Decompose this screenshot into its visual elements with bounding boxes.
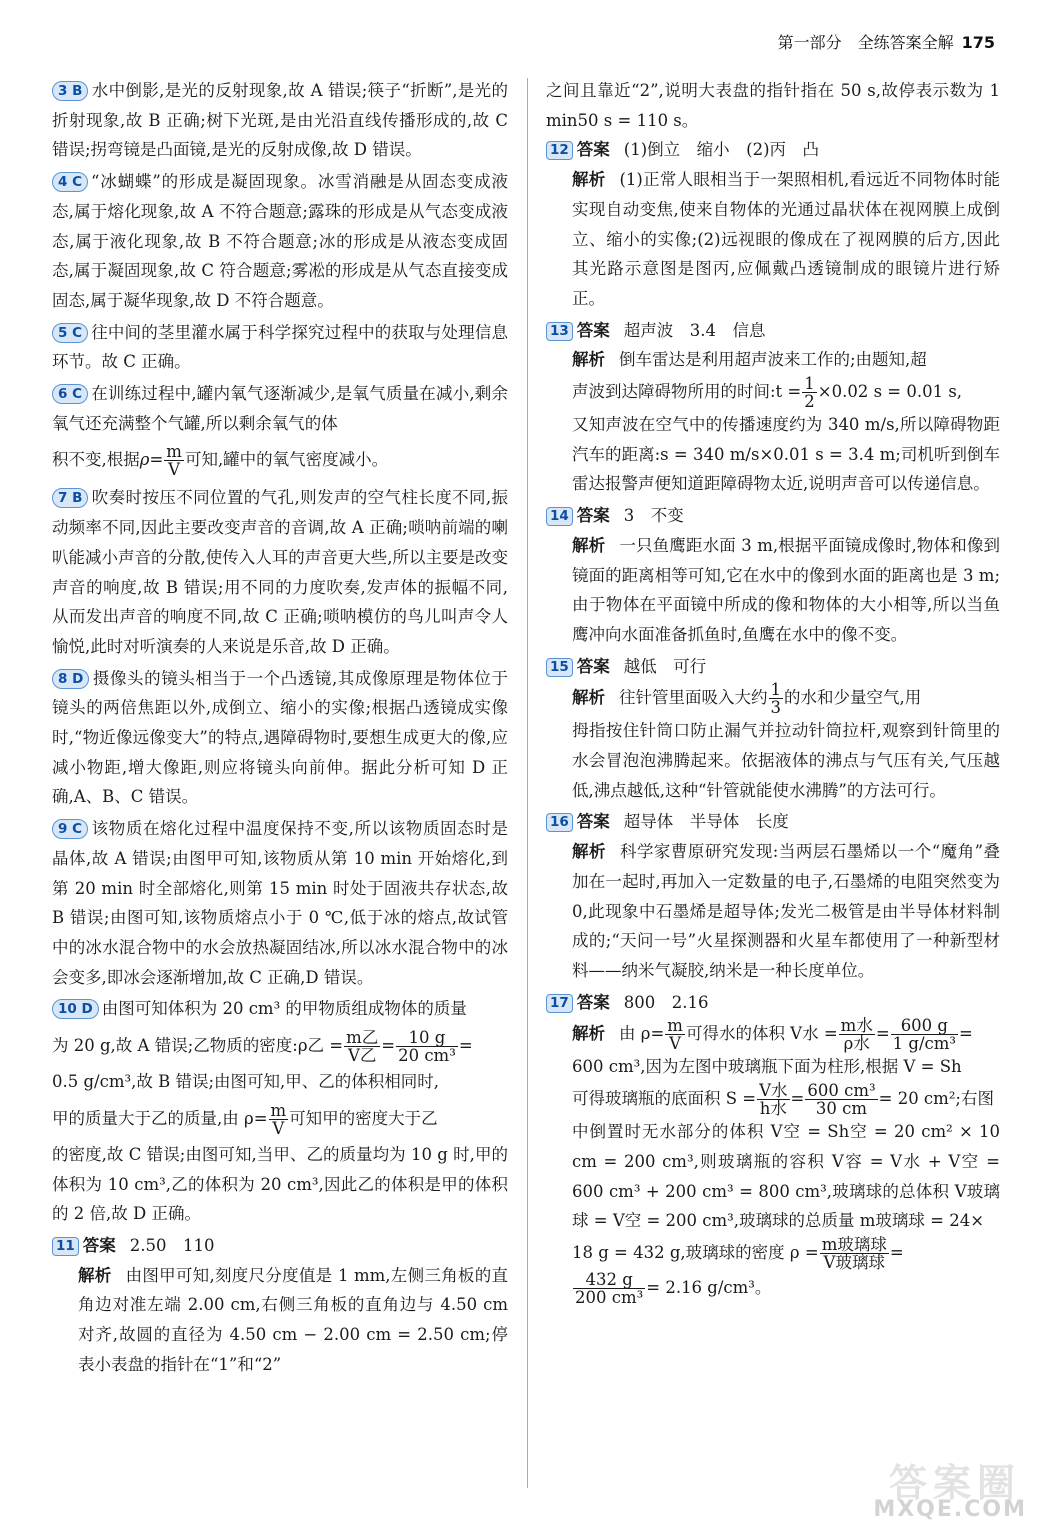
formula-row: [546, 375, 1000, 410]
analysis-label: 解析: [572, 688, 605, 708]
answer-label: 答案: [82, 1235, 116, 1255]
fraction: [573, 1271, 645, 1306]
analysis-label: 解析: [572, 535, 606, 555]
text-span: 18 g = 432 g,玻璃球的密度 ρ =: [572, 1242, 819, 1262]
fraction: [164, 443, 184, 478]
analysis-text: 中倒置时无水部分的体积 V空 = Sh空 = 20 cm² × 10 cm = 200 cm³,则玻璃瓶的容积 V容 = V水 + V空 = 600 cm³ + 200 cm³ = 800 cm³,玻璃球的总体积 V玻璃球 = V空 = 200 cm³,玻璃球的总质量 m玻璃球 = 24×: [572, 1122, 1000, 1231]
fraction: [805, 1082, 877, 1117]
answer-text: 在训练过程中,罐内氧气逐渐减少,是氧气质量在减小,剩余氧气还充满整个气罐,所以剩余氧气的体: [52, 384, 508, 433]
section-title: 第一部分 全练答案全解: [777, 33, 954, 52]
text-span: =: [889, 1242, 904, 1262]
text-span: 可得水的体积 V水 =: [685, 1024, 838, 1044]
denominator: 2: [804, 392, 815, 412]
left-column: [52, 76, 508, 1381]
answer-value: (1)倒立 缩小 (2)丙 凸: [623, 140, 820, 160]
answer-label: 答案: [576, 320, 610, 340]
text-line: 的密度,故 C 错误;由图可知,当甲、乙的质量均为 10 g 时,甲的体积为 10 cm³,乙的体积为 20 cm³,因此乙的体积是甲的体积的 2 倍,故 D 正确。: [52, 1144, 508, 1224]
numerator: 432 g: [573, 1271, 645, 1289]
answer-badge: 10 D: [52, 999, 99, 1019]
text-span: 可知,罐中的氧气密度减小。: [184, 450, 389, 470]
numerator: m水: [840, 1016, 873, 1036]
question-number: 17: [546, 994, 573, 1013]
site-watermark: [849, 1452, 1027, 1522]
numerator: 600 cm³: [807, 1081, 876, 1101]
question-13: [546, 316, 1000, 500]
numerator: m: [667, 1016, 683, 1036]
question-number: 16: [546, 813, 573, 832]
question-number: 11: [52, 1237, 79, 1256]
denominator: V乙: [347, 1046, 377, 1066]
answer-value: 超声波 3.4 信息: [623, 320, 766, 340]
answer-text: 该物质在熔化过程中温度保持不变,所以该物质固态时是晶体,故 A 错误;由图甲可知,该物质从第 10 min 开始熔化,到第 20 min 时全部熔化,则第 15 min 时处于固液共存状态,故 B 错误;由图可知,该物质熔点小于 0 ℃,低于冰的熔点,故试管中的冰水混合物中的水会放热凝固结冰,所以冰水混合物中的冰会变多,即冰会逐渐增加,故 C 正确,D 错误。: [52, 819, 508, 987]
fraction: [396, 1029, 458, 1064]
answer-value: 越低 可行: [623, 656, 707, 676]
text-span: 由图可知体积为 20 cm³ 的甲物质组成物体的质量: [101, 999, 467, 1019]
fraction: [891, 1017, 958, 1052]
answer-item-7: [52, 483, 508, 661]
answer-text: 往中间的茎里灌水属于科学探究过程中的获取与处理信息环节。故 C 正确。: [52, 322, 508, 372]
text-span: 声波到达障碍物所用的时间:t =: [572, 382, 802, 402]
fraction: [269, 1102, 289, 1137]
denominator: V: [168, 460, 181, 480]
formula-row: [546, 1236, 1000, 1271]
denominator: 30 cm: [815, 1099, 868, 1119]
denominator: 200 cm³: [575, 1287, 644, 1307]
text-line: 0.5 g/cm³,故 B 错误;由图可知,甲、乙的体积相同时,: [52, 1072, 440, 1092]
formula-row: [52, 438, 508, 481]
fraction: [820, 1236, 889, 1271]
numerator: m: [270, 1100, 287, 1120]
answer-label: 答案: [576, 812, 610, 832]
question-14: [546, 501, 1000, 650]
answer-value: 超导体 半导体 长度: [623, 812, 789, 832]
answer-value: 800 2.16: [623, 992, 709, 1012]
numerator: 10 g: [396, 1029, 458, 1047]
question-12: [546, 135, 1000, 313]
fraction: [802, 375, 817, 410]
question-15: [546, 652, 1000, 806]
fraction: [757, 1082, 789, 1117]
denominator: 3: [770, 698, 781, 718]
analysis-text: 倒车雷达是利用超声波来工作的;由题知,超: [619, 350, 927, 370]
text-span: 为 20 g,故 A 错误;乙物质的密度:ρ乙 =: [52, 1036, 344, 1056]
numerator: V水: [759, 1081, 788, 1101]
answer-text: 摄像头的镜头相当于一个凸透镜,其成像原理是物体位于镜头的两倍焦距以外,成倒立、缩小的实像;根据凸透镜成实像时,“物近像远像变大”的特点,遇障碍物时,要想生成更大的像,应减小物距,增大像距,则应将镜头向前伸。据此分析可知 D 正确,A、B、C 错误。: [52, 668, 508, 807]
fraction: [769, 681, 784, 716]
formula-row: [52, 1024, 508, 1067]
watermark-url: MXQE.COM: [873, 1497, 1027, 1522]
answer-badge: 4 C: [52, 172, 88, 192]
rho-symbol: ρ=: [139, 450, 164, 470]
analysis-text: 又知声波在空气中的传播速度约为 340 m/s,所以障碍物距汽车的距离:s = 340 m/s×0.01 s = 3.4 m;司机听到倒车雷达报警声便知道距障碍物太近,说明声音可以传递信息。: [572, 415, 1000, 494]
formula-row: [546, 681, 1000, 716]
analysis-label: 解析: [572, 842, 606, 862]
text-span: =: [959, 1024, 973, 1044]
formula-row: [52, 1097, 508, 1140]
text-span: = 2.16 g/cm³。: [646, 1277, 772, 1297]
denominator: 20 cm³: [398, 1046, 456, 1066]
numerator: 600 g: [891, 1017, 958, 1035]
right-column: [546, 76, 1000, 1308]
answer-label: 答案: [576, 992, 610, 1012]
text-span: 甲的质量大于乙的质量,由 ρ=: [52, 1108, 268, 1128]
answer-text: 水中倒影,是光的反射现象,故 A 错误;筷子“折断”,是光的折射现象,故 B 正确;树下光斑,是由光沿直线传播形成的,故 C 错误;拐弯镜是凸面镜,是光的反射成像,故 D 错误。: [52, 81, 508, 160]
denominator: h水: [759, 1099, 787, 1119]
answer-text: 吹奏时按压不同位置的气孔,则发声的空气柱长度不同,振动频率不同,因此主要改变声音的音调,故 A 正确;唢呐前端的喇叭能减小声音的分散,使传入人耳的声音更大些,所以主要是改变声音的响度,故 B 错误;用不同的力度吹奏,发声体的振幅不同,从而发出声音的响度不同,故 C 正确;唢呐模仿的鸟儿叫声令人愉悦,此时对听演奏的人来说是乐音,故 D 正确。: [52, 488, 508, 656]
answer-label: 答案: [576, 656, 610, 676]
text-span: 可知甲的密度大于乙: [289, 1108, 438, 1128]
answer-item-5: [52, 318, 508, 377]
analysis-label: 解析: [572, 350, 605, 370]
denominator: ρ水: [843, 1034, 870, 1054]
fraction: [344, 1029, 380, 1064]
text-span: =: [458, 1036, 473, 1056]
numerator: 1: [770, 680, 781, 700]
numerator: m: [166, 442, 182, 462]
answer-label: 答案: [576, 140, 610, 160]
fraction: [665, 1017, 685, 1052]
question-16: [546, 807, 1000, 985]
answer-badge: 6 C: [52, 384, 88, 404]
answer-badge: 8 D: [52, 669, 89, 689]
text-span: 可得玻璃瓶的底面积 S =: [572, 1089, 757, 1109]
answer-item-3: [52, 76, 508, 165]
numerator: m玻璃球: [821, 1234, 887, 1254]
answer-badge: 9 C: [52, 819, 88, 839]
formula-row: [546, 1017, 1000, 1052]
q11-continued: 之间且靠近“2”,说明大表盘的指针指在 50 s,故停表示数为 1 min50 s = 110 s。: [546, 81, 1000, 130]
numerator: m乙: [346, 1028, 379, 1048]
answer-badge: 7 B: [52, 488, 88, 508]
text-span: 往针管里面吸入大约: [619, 688, 768, 708]
denominator: V: [669, 1034, 682, 1054]
question-number: 13: [546, 322, 573, 341]
analysis-text: 由图甲可知,刻度尺分度值是 1 mm,左侧三角板的直角边对准左端 2.00 cm,右侧三角板的直角边与 4.50 cm 对齐,故圆的直径为 4.50 cm − 2.00 cm = 2.50 cm;停表小表盘的指针在“1”和“2”: [78, 1265, 508, 1374]
answer-badge: 3 B: [52, 81, 88, 101]
page-number: 175: [961, 33, 995, 52]
text-span: 积不变,根据: [52, 450, 140, 470]
analysis-text: 一只鱼鹰距水面 3 m,根据平面镜成像时,物体和像到镜面的距离相等可知,它在水中的像到水面的距离也是 3 m;由于物体在平面镜中所成的像和物体的大小相等,所以当鱼鹰冲向水面准备抓鱼时,鱼鹰在水中的像不变。: [572, 535, 1001, 644]
answer-value: 2.50 110: [129, 1235, 215, 1255]
text-span: 的水和少量空气,用: [784, 688, 922, 708]
answer-text: “冰蝴蝶”的形成是凝固现象。冰雪消融是从固态变成液态,属于熔化现象,故 A 不符合题意;露珠的形成是从气态变成液态,属于液化现象,故 B 不符合题意;冰的形成是从液态变成固态,属于凝固现象,故 C 符合题意;雾凇的形成是从气态直接变成固态,属于凝华现象,故 D 不符合题意。: [52, 172, 508, 310]
analysis-label: 解析: [572, 170, 606, 190]
text-span: =: [381, 1036, 396, 1056]
denominator: V: [272, 1118, 285, 1138]
answer-item-9: [52, 814, 508, 992]
answer-label: 答案: [576, 506, 610, 526]
numerator: 1: [804, 374, 815, 394]
text-span: 由 ρ=: [619, 1024, 665, 1044]
analysis-text: 科学家曹原研究发现:当两层石墨烯以一个“魔角”叠加在一起时,再加入一定数量的电子,石墨烯的电阻突然变为 0,此现象中石墨烯是超导体;发光二极管是由半导体材料制成的;“天问一号”火星探测器和火星车都使用了一种新型材料——纳米气凝胶,纳米是一种长度单位。: [572, 842, 1000, 980]
fraction: [839, 1017, 875, 1052]
formula-row: [546, 1082, 1000, 1117]
answer-item-8: [52, 664, 508, 813]
question-11: [52, 1231, 508, 1380]
answer-item-10: [52, 994, 508, 1229]
text-span: = 20 cm²;右图: [878, 1089, 994, 1109]
text-span: =: [790, 1089, 805, 1109]
text-span: =: [875, 1024, 890, 1044]
analysis-text: 600 cm³,因为左图中玻璃瓶下面为柱形,根据 V = Sh: [572, 1057, 962, 1077]
watermark-logo: 答案圈: [888, 1461, 1021, 1505]
analysis-text: 拇指按住针筒口防止漏气并拉动针筒拉杆,观察到针筒里的水会冒泡泡沸腾起来。依据液体的沸点与气压有关,气压越低,沸点越低,这种“针管就能使水沸腾”的方法可行。: [572, 721, 1000, 800]
analysis-text: (1)正常人眼相当于一架照相机,看远近不同物体时能实现自动变焦,使来自物体的光通过晶状体在视网膜上成倒立、缩小的实像;(2)远视眼的像成在了视网膜的后方,因此其光路示意图是图丙,应佩戴凸透镜制成的眼镜片进行矫正。: [572, 170, 1001, 308]
answer-value: 3 不变: [623, 506, 684, 526]
question-number: 15: [546, 658, 573, 677]
question-17: [546, 988, 1000, 1306]
answer-badge: 5 C: [52, 323, 88, 343]
page-header: [778, 30, 995, 53]
denominator: 1 g/cm³: [892, 1034, 957, 1054]
analysis-label: 解析: [78, 1265, 112, 1285]
question-number: 12: [546, 141, 573, 160]
text-span: ×0.02 s = 0.01 s,: [817, 382, 963, 402]
column-divider: [527, 78, 528, 1488]
formula-row: [546, 1271, 1000, 1306]
analysis-label: 解析: [572, 1024, 605, 1044]
answer-item-4: [52, 167, 508, 316]
answer-item-6: [52, 379, 508, 481]
question-number: 14: [546, 507, 573, 526]
denominator: V玻璃球: [823, 1252, 885, 1272]
